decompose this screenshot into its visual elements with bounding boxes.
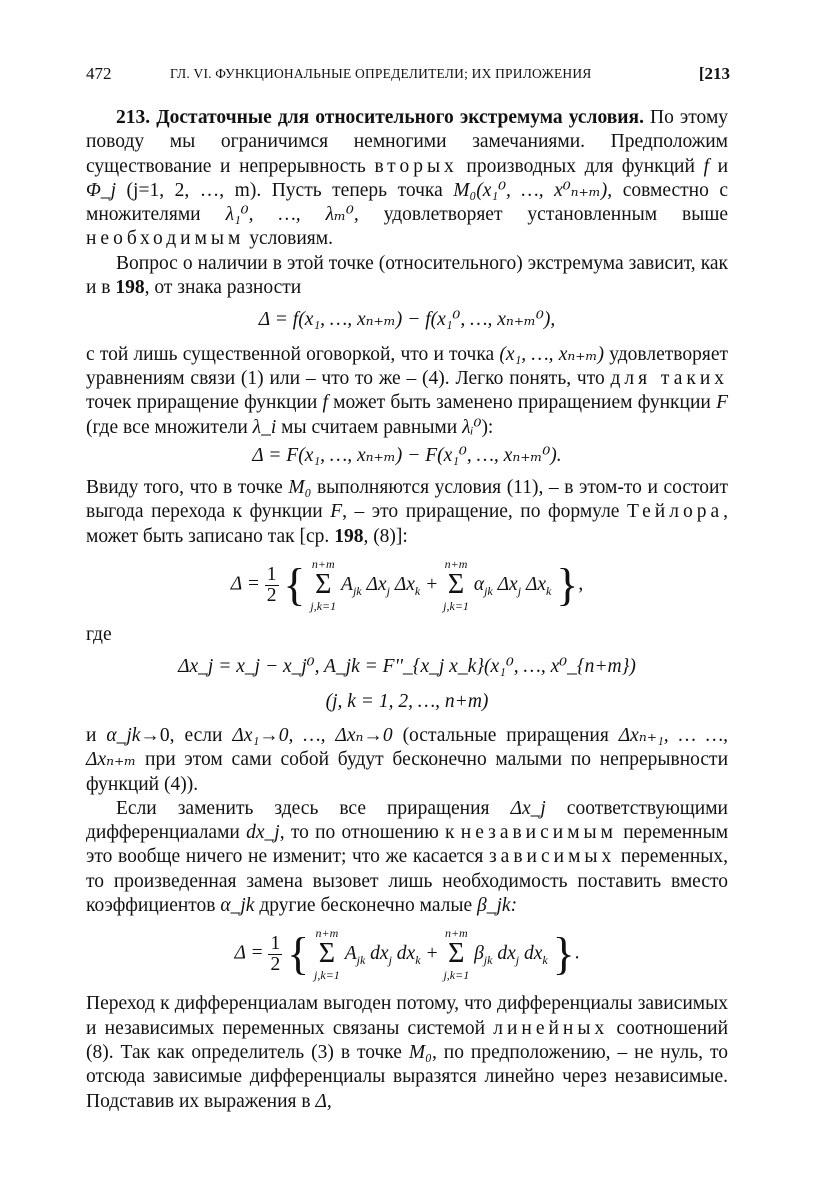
sum-operator (314, 926, 340, 982)
inline-math: M₀ (408, 1041, 432, 1063)
equation-1 (86, 308, 728, 332)
sum-operator (443, 926, 469, 982)
section-number: 213. (116, 107, 151, 128)
formula-term: $A_{jk}$ $dx_j$ $dx_k$ + (344, 942, 439, 967)
sum-operator (310, 557, 336, 613)
text-span: может быть заменено приращением функции (333, 392, 711, 414)
inline-math: β_jk: (477, 895, 518, 917)
paragraph-5 (86, 724, 728, 797)
text-span: ): (481, 416, 494, 438)
inline-math: α_jk (106, 724, 141, 746)
formula-punct: . (574, 942, 580, 964)
spaced-word: для таких (610, 367, 729, 389)
text-span: (где все множители (86, 416, 248, 438)
right-brace: } (552, 928, 575, 980)
spaced-word: Тейлора (626, 501, 724, 523)
formula: Δ = F(x₁, …, xₙ₊ₘ) − F(x₁⁰, …, xₙ₊ₘ⁰). (252, 444, 562, 466)
text-span: другие бесконечно малые (259, 895, 473, 917)
fraction-half (268, 934, 282, 975)
fraction-denominator: 2 (266, 584, 277, 606)
running-header (86, 64, 734, 90)
text-span: и (717, 155, 729, 177)
inline-math: F (330, 501, 343, 523)
sum-lower-limit: j,k=1 (443, 968, 470, 983)
text-span: , от знака разности (144, 277, 302, 299)
formula-lhs: Δ = (230, 573, 260, 595)
text-span: мы считаем равными (281, 416, 458, 438)
sum-upper-limit: n+m (444, 557, 468, 572)
paragraph-7 (86, 992, 728, 1113)
text-span: соответствующими дифференциалами (86, 797, 728, 844)
left-brace: { (287, 928, 310, 980)
text-span: Если заменить здесь все приращения (116, 797, 490, 819)
text-span: точек приращение функции (86, 392, 318, 414)
sum-upper-limit: n+m (311, 557, 335, 572)
text-span: совместно с множителями (86, 179, 729, 226)
page-number: 472 (86, 64, 112, 83)
paragraph-4 (86, 476, 728, 549)
formula-lhs: Δ = (234, 942, 264, 964)
formula-term: $A_{jk}$ $\Delta x_j$ $\Delta x_k$ + (341, 573, 439, 598)
inline-math: α_jk (220, 895, 255, 917)
inline-math: λ₁⁰, …, λₘ⁰, (225, 204, 359, 226)
spaced-word: вторых (374, 155, 458, 177)
fraction-numerator: 1 (266, 563, 277, 585)
inline-math: M₀(x₁⁰, …, x⁰ₙ₊ₘ), (453, 179, 613, 201)
running-title: ГЛ. VI. ФУНКЦИОНАЛЬНЫЕ ОПРЕДЕЛИТЕЛИ; ИХ ПРИЛОЖЕНИЯ (170, 66, 592, 81)
paragraph-2 (86, 252, 728, 301)
formula-line: Δx_j = x_j − x_j⁰, A_jk = F''_{x_j x_k}(x₁⁰, …, x⁰_{n+m}) (178, 656, 636, 678)
formula-line: (j, k = 1, 2, …, n+m) (325, 690, 489, 712)
section-title: Достаточные для относительного экстремума условия. (156, 107, 644, 128)
text-span: удовлетворяет уравнениям связи (1) или – что то же – (4). Легко понять, что (86, 343, 728, 389)
inline-math: Φ_j (86, 179, 117, 201)
text-span: переменных, то произведенная замена вызовет лишь необходимость поставить вместо коэффициентов (86, 846, 728, 917)
text-span: , может быть записано так [ср. (86, 501, 729, 547)
sigma-symbol: Σ (318, 938, 336, 970)
cross-reference: 198 (334, 525, 364, 547)
text-span: Ввиду того, что в точке (86, 477, 283, 499)
equation-4 (86, 655, 728, 714)
text-span: при этом сами собой будут бесконечно малыми по непрерывности функций (4)). (86, 749, 729, 795)
inline-math: M₀ (288, 477, 312, 499)
text-span: (j=1, 2, …, m). Пусть теперь точка (126, 179, 443, 201)
paragraph-1 (86, 106, 728, 252)
where-label: где (86, 624, 112, 646)
text-span: удовлетворяет установленным выше (383, 204, 729, 226)
equation-3 (86, 557, 728, 613)
page-body (86, 106, 728, 1114)
left-brace: { (283, 558, 306, 610)
sigma-symbol: Σ (447, 569, 465, 601)
spaced-word: зависимых (488, 846, 616, 868)
equation-2 (86, 444, 728, 468)
inline-math: Δx_j (510, 797, 546, 819)
text-span: Переход к дифференциалам выгоден потому, что дифференциалы зависимых и независимых переменных связаны системой (86, 993, 728, 1039)
text-span: , – это приращение, по формуле (342, 501, 620, 523)
equation-5 (86, 926, 728, 982)
fraction-denominator: 2 (270, 953, 281, 975)
sum-lower-limit: j,k=1 (443, 599, 469, 614)
text-span: производных для функций (466, 155, 695, 177)
sum-lower-limit: j,k=1 (310, 599, 337, 614)
spaced-word: линейных (493, 1017, 609, 1039)
text-span: и (86, 724, 97, 746)
sum-lower-limit: j,k=1 (314, 968, 340, 983)
formula-term: $\beta_{jk}$ $dx_j$ $dx_k$ (474, 942, 548, 967)
text-span: переменным это вообще ничего не изменит; что же касается (86, 822, 729, 868)
inline-math: Δ, (315, 1090, 332, 1112)
right-brace: } (556, 558, 579, 610)
formula-term: $\alpha_{jk}$ $\Delta x_j$ $\Delta x_k$ (473, 573, 552, 598)
fraction-half (265, 565, 279, 606)
formula: Δ = f(x₁, …, xₙ₊ₘ) − f(x₁⁰, …, xₙ₊ₘ⁰), (258, 309, 556, 331)
inline-math: dx_j (246, 822, 280, 844)
inline-math: (x₁, …, xₙ₊ₘ) (499, 343, 605, 365)
inline-math: f (703, 155, 709, 177)
sum-upper-limit: n+m (444, 926, 468, 941)
fraction-numerator: 1 (270, 932, 281, 954)
text-span: выполняются условия (11), – в этом-то и состоит выгода перехода к функции (86, 477, 728, 523)
spaced-word: независимым (460, 822, 617, 844)
text-span: , то по отношению к (279, 822, 455, 844)
text-span: , (8)]: (363, 525, 408, 547)
inline-math: λᵢ⁰ (462, 416, 482, 438)
section-reference: [213 (698, 64, 730, 83)
paragraph-3 (86, 343, 728, 440)
text-span: , по предположению, – не нуль, то отсюда зависимые дифференциалы выразятся линейно через независимые. Подставив их выражения в (86, 1041, 729, 1112)
inline-math: Δx₁→0, …, Δxₙ→0 (232, 724, 393, 746)
text-span: По этому поводу мы ограничимся немногими замечаниями. Предположим существование и непрерывность (86, 107, 729, 177)
paragraph-6 (86, 797, 728, 918)
inline-math: Δxₙ₊₁, … …, Δxₙ₊ₘ (86, 724, 729, 771)
sum-operator (443, 557, 469, 613)
inline-math: f (322, 392, 328, 414)
sum-upper-limit: n+m (315, 926, 339, 941)
inline-math: F (716, 392, 728, 414)
text-span: условиям. (249, 228, 333, 250)
inline-math: λ_i (252, 416, 277, 438)
cross-reference: 198 (115, 277, 145, 299)
text-span: Вопрос о наличии в этой точке (относительного) экстремума зависит, как и в (86, 252, 728, 299)
sigma-symbol: Σ (315, 569, 332, 601)
formula-punct: , (578, 573, 584, 595)
text-span: (остальные приращения (402, 724, 609, 746)
sigma-symbol: Σ (448, 938, 465, 970)
spaced-word: необходимым (86, 228, 245, 250)
text-span: соотношений (8). Так как определитель (3) в точке (86, 1017, 729, 1063)
text-span: с той лишь существенной оговоркой, что и точка (86, 343, 495, 365)
text-span: →0, если (140, 724, 223, 746)
